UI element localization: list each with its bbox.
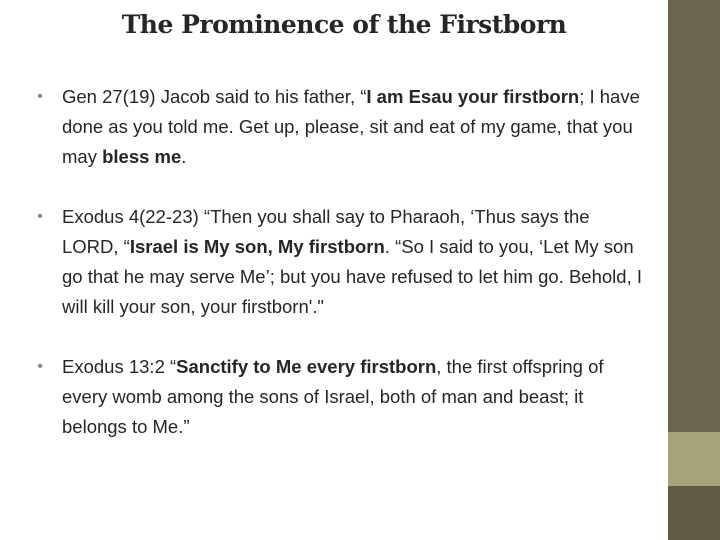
bullet-item: [30, 202, 650, 322]
bullet-text-segment: .: [181, 146, 187, 167]
bullet-text-bold: I am Esau your firstborn: [366, 86, 580, 107]
bullet-text: [62, 356, 604, 437]
bullet-text-bold: Sanctify to Me every firstborn: [176, 356, 437, 377]
bullet-marker-icon: •: [37, 88, 43, 105]
bullet-marker-icon: •: [37, 208, 43, 225]
slide-title: The Prominence of the Firstborn: [121, 10, 567, 39]
bullet-text-segment: Exodus 4(22-23) “Then you shall say to Pharaoh, ‘Thus says the LORD, “: [62, 206, 590, 257]
decorative-side-bar: [668, 0, 720, 540]
bullet-item: [30, 352, 650, 442]
bullet-text-segment: , the first offspring of every womb among the sons of Israel, both of man and beast; it belongs to Me.”: [62, 356, 604, 437]
bullet-text-bold: bless me: [102, 146, 182, 167]
side-bar-middle-band: [668, 432, 720, 486]
bullet-list: [30, 82, 650, 442]
bullet-text-segment: . “So I said to you, ‘Let My son go that he may serve Me’; but you have refused to let him go. Behold, I will kill your son, your firstborn'.": [62, 236, 642, 317]
bullet-text: [62, 206, 642, 317]
bullet-text-segment: Exodus 13:2 “: [62, 356, 177, 377]
bullet-text-segment: ; I have done as you told me. Get up, please, sit and eat of my game, that you may: [62, 86, 640, 167]
bullet-marker-icon: •: [37, 358, 43, 375]
bullet-item: [30, 82, 650, 172]
side-bar-bottom-band: [668, 486, 720, 540]
side-bar-top-band: [668, 0, 720, 432]
bullet-text: [62, 86, 640, 167]
bullet-text-bold: Israel is My son, My firstborn: [129, 236, 385, 257]
bullet-text-segment: Gen 27(19) Jacob said to his father, “: [62, 86, 367, 107]
